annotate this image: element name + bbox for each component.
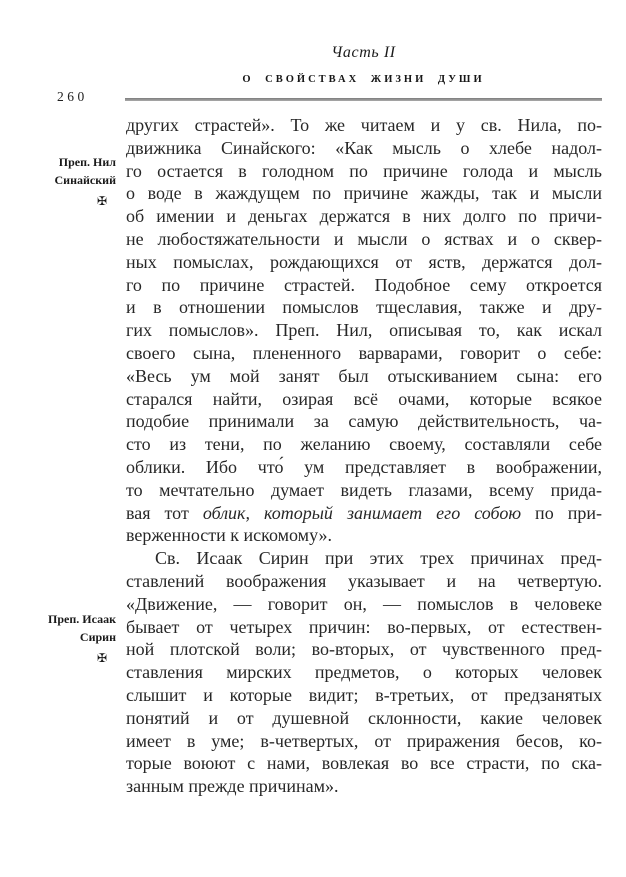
header-rule: [125, 98, 602, 101]
margin-note-nil-sinaysky: [28, 153, 116, 208]
margin-note-line: Сирин: [79, 630, 116, 644]
paragraph-2: [126, 547, 602, 798]
cross-icon: ✠: [96, 194, 107, 208]
text-line: [126, 228, 602, 251]
text-line: [126, 410, 602, 433]
text-line: [126, 137, 602, 160]
text-line: [126, 433, 602, 456]
text-segment: сто из тени, по желанию своему, составляли себе: [126, 434, 602, 455]
text-segment: об имении и деньгах держатся в них долго по причи-: [126, 206, 602, 227]
text-line: [126, 296, 602, 319]
text-line: [126, 479, 602, 502]
margin-note-line: Преп. Нил: [58, 155, 116, 169]
margin-note-line: Синайский: [54, 173, 116, 187]
text-segment: старался найти, озирая всё очами, которые всякое: [126, 388, 602, 409]
text-line: [126, 342, 602, 365]
text-segment: го по причине страстей. Подобное сему откроется: [126, 274, 602, 295]
text-segment: вая тот: [126, 502, 203, 523]
text-line: [126, 456, 602, 479]
text-line: [126, 251, 602, 274]
text-segment: Св. Исаак Сирин при этих трех причинах пред-: [155, 548, 602, 569]
body-text: [126, 114, 602, 798]
text-segment: о воде в жаждущем по причине жажды, так и мысли: [126, 183, 602, 204]
chapter-title: О СВОЙСТВАХ ЖИЗНИ ДУШИ: [242, 74, 485, 85]
text-segment: го остается в голодном по причине голода и мысль: [126, 160, 602, 181]
text-line: [126, 661, 602, 684]
text-line: [126, 524, 602, 547]
text-segment: других страстей». То же читаем и у св. Нила, по-: [126, 115, 602, 135]
text-line: [126, 684, 602, 707]
cross-icon: ✠: [96, 651, 107, 665]
text-segment: то мечтательно думает видеть глазами, всему прида-: [126, 479, 602, 500]
emphasized-text: облик, который занимает его собою: [202, 502, 522, 523]
text-line: [126, 570, 602, 593]
part-title: Часть II: [331, 44, 396, 61]
text-segment: ной плотской воли; во-вторых, от чувственного пред-: [126, 639, 602, 660]
text-line: [126, 319, 602, 342]
text-segment: движника Синайского: «Как мысль о хлебе надол-: [126, 137, 602, 158]
text-line: [126, 205, 602, 228]
text-line: [126, 616, 602, 639]
text-segment: торые воюют с нами, вовлекая во все страсти, по ска-: [126, 753, 602, 774]
text-line: [126, 365, 602, 388]
text-line: [126, 502, 602, 525]
page-number: 260: [57, 89, 88, 104]
text-line: [126, 593, 602, 616]
margin-note-line: Преп. Исаак: [48, 612, 116, 626]
text-segment: верженности к искомому».: [126, 525, 333, 546]
text-segment: своего сына, плененного варварами, говорит о себе:: [126, 342, 602, 363]
text-segment: ставления мирских предметов, о которых человек: [126, 662, 602, 683]
text-segment: подобие принимали за самую действительность, ча-: [126, 411, 602, 432]
text-line: [126, 730, 602, 753]
text-segment: понятий и от душевной склонности, какие человек: [126, 707, 602, 728]
text-segment: не любостяжательности и мысли о яствах и о сквер-: [126, 228, 602, 249]
text-segment: и в отношении помыслов тщеславия, также и дру-: [126, 297, 602, 318]
text-segment: гих помыслов». Преп. Нил, описывая то, как искал: [126, 320, 602, 341]
text-line: [126, 274, 602, 297]
text-segment: «Весь ум мой занят был отыскиванием сына: его: [126, 365, 602, 386]
text-segment: ных помыслах, рождающихся от яств, держатся дол-: [126, 251, 602, 272]
text-line: [126, 775, 602, 798]
text-line: [126, 547, 602, 570]
text-line: [126, 388, 602, 411]
text-segment: по при-: [521, 502, 602, 523]
paragraph-1: [126, 114, 602, 547]
text-line: [126, 114, 602, 137]
margin-note-isaak-sirin: [28, 610, 116, 665]
text-segment: бывает от четырех причин: во-первых, от естествен-: [126, 616, 602, 637]
text-line: [126, 160, 602, 183]
text-line: [126, 752, 602, 775]
text-segment: облики. Ибо что́ ум представляет в воображении,: [126, 456, 602, 477]
text-segment: слышит и которые видит; в-третьих, от предзанятых: [126, 684, 602, 705]
text-line: [126, 638, 602, 661]
text-segment: ставлений воображения указывает и на четвертую.: [126, 570, 602, 591]
text-segment: занным прежде причинам».: [126, 776, 339, 797]
text-segment: «Движение, — говорит он, — помыслов в человеке: [126, 593, 602, 614]
text-line: [126, 182, 602, 205]
text-segment: имеет в уме; в-четвертых, от приражения бесов, ко-: [126, 730, 602, 751]
text-line: [126, 707, 602, 730]
